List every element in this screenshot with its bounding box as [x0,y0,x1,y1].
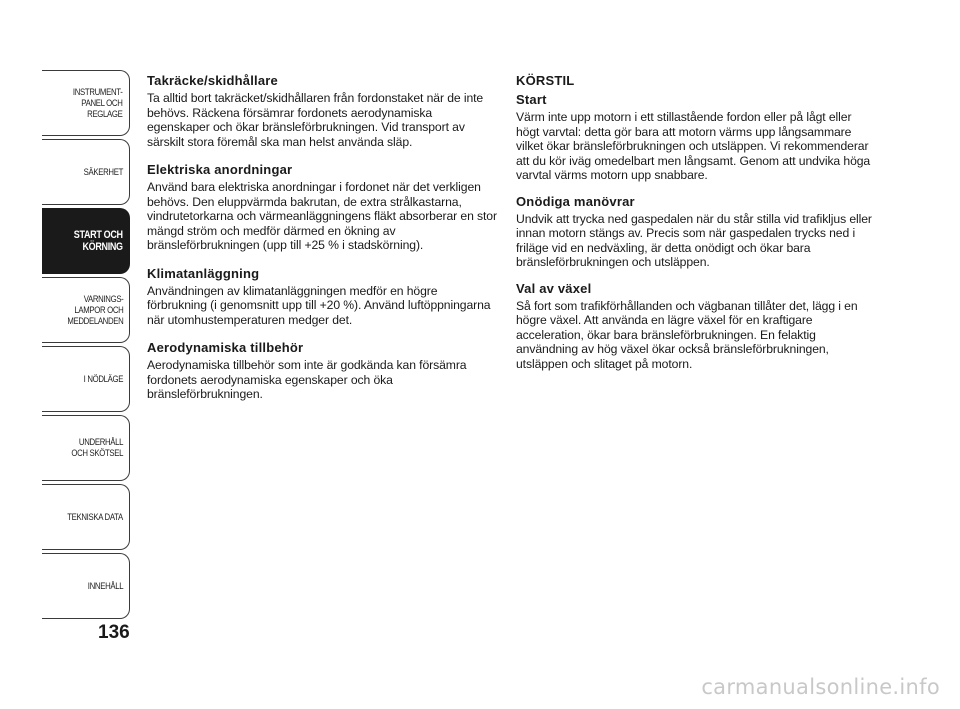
tab-label: TEKNISKA DATA [67,511,123,523]
tab-label: VARNINGS- LAMPOR OCH MEDDELANDEN [66,293,123,327]
section-body: Undvik att trycka ned gaspedalen när du står stilla vid trafikljus eller innan motorn stängs av. Precis som när gaspedalen trycks ned i friläge vid en nedväxling, är detta onödigt och ökar bara bränsleförbrukningen och utsläppen. [516,211,872,269]
section-heading: Onödiga manövrar [516,193,635,209]
section-body: Användningen av klimatanläggningen medför en högre förbrukning (i genomsnitt upp till +20 %). Använd luftöppningarna när utomhustemperaturen medger det. [147,283,491,327]
section-body: Så fort som trafikförhållanden och vägbanan tillåter det, lägg i en högre växel. Att använda en lägre växel för en kraftigare acceleration, ökar bara bränsleförbrukningen. En felaktig användning av hög växel ökar också bränsleförbrukningen, utsläppen och slitaget på motorn. [516,298,858,371]
tab-label: SÄKERHET [83,166,123,178]
tab-sakerhet[interactable] [42,139,130,205]
tab-varningslampor[interactable] [42,277,130,343]
tab-instrumentpanel[interactable] [42,70,130,136]
tab-underhall[interactable] [42,415,130,481]
section-heading: Takräcke/skidhållare [147,73,278,88]
tab-label: START OCH KÖRNING [74,229,123,253]
section-heading: Klimatanläggning [147,265,260,281]
tab-label: UNDERHÅLL OCH SKÖTSEL [71,437,123,459]
tab-tekniska-data[interactable] [42,484,130,550]
section-body: Ta alltid bort takräcket/skidhållaren från fordonstaket när de inte behövs. Räckena försämrar fordonets aerodynamiska egenskaper och ökar bränsleförbrukningen. Vid transport av särskilt stora föremål ska man helst använda släp. [147,91,484,149]
section-body: Aerodynamiska tillbehör som inte är godkända kan försämra fordonets aerodynamiska egenskaper och öka bränsleförbrukningen. [147,358,467,401]
section-heading: Val av växel [516,280,592,296]
tab-label: INNEHÅLL [87,580,123,592]
tab-label: I NÖDLÄGE [83,373,123,385]
page-number: 136 [98,622,130,643]
tab-i-nodlage[interactable] [42,346,130,412]
section-heading: Start [516,92,547,107]
section-body: Använd bara elektriska anordningar i fordonet när det verkligen behövs. Den eluppvärmda bakrutan, de extra strålkastarna, vindrutetorkarna och värmeanläggningens fläkt absorberar en stor mängd ström och medför därmed en ökning av bränsleförbrukningen (upp till +25 % i stadskörning). [147,180,497,252]
chapter-title: KÖRSTIL [516,73,575,88]
section-heading: Aerodynamiska tillbehör [147,340,304,355]
right-column [516,73,876,382]
watermark: carmanualsonline.info [701,675,940,699]
section-body: Värm inte upp motorn i ett stillastående fordon eller på lågt eller högt varvtal: detta gör bara att motorn värms upp långsammare vilket ökar bränsleförbrukningen och utsläppen. Vi rekommenderar att du kör iväg omedelbart men långsamt. Genom att undvika höga varvtal värms motorn upp snabbare. [516,110,871,182]
tab-label: INSTRUMENT- PANEL OCH REGLAGE [73,86,123,120]
left-column [147,73,497,415]
section-heading: Elektriska anordningar [147,162,293,177]
tab-start-och-korning[interactable] [42,208,130,274]
tab-innehall[interactable] [42,553,130,619]
